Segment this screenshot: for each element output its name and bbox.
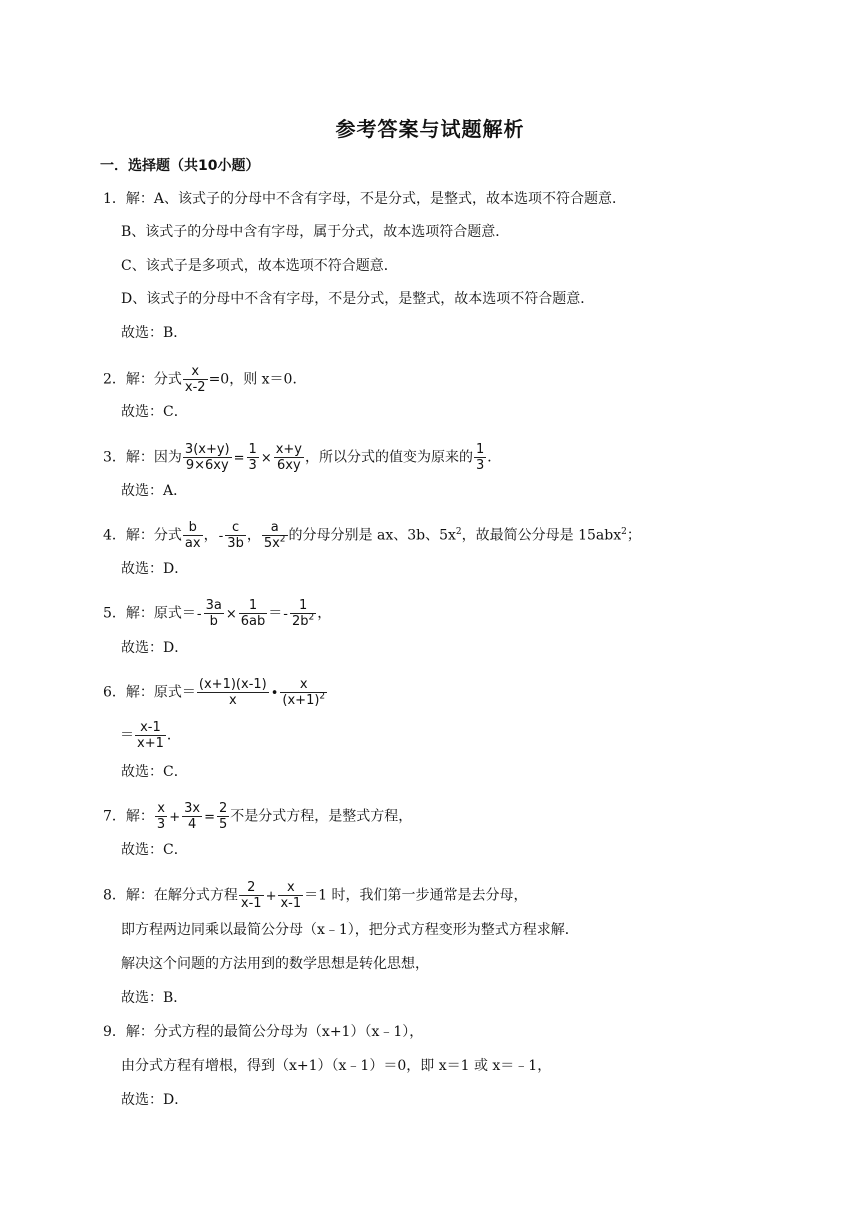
q4-post-exp: 2 (621, 526, 627, 537)
q3-f4-num: 1 (476, 442, 485, 457)
q2-frac-num: x (183, 364, 208, 380)
q1-number: 1． (103, 191, 126, 207)
q5-line-1 (103, 598, 331, 629)
q2-text-post: =0，则 x＝0． (208, 371, 307, 388)
q1-text-1: 解：A、该式子的分母中不含有字母，不是分式，是整式，故本选项不符合题意． (125, 191, 627, 207)
q9-answer: 故选：D． (121, 1092, 189, 1108)
q7-f1-den: 3 (156, 817, 166, 832)
q8-number: 8． (103, 887, 126, 904)
q6-fraction-2 (280, 677, 327, 708)
q3-f1-num: 3(x+y) (184, 442, 230, 457)
q6-line2-post: ． (166, 727, 181, 744)
q5-f2-num: 1 (239, 598, 268, 614)
q3-f3-den: 6xy (277, 458, 301, 473)
q6-text-pre: 解：原式＝ (125, 684, 196, 701)
q7-f2-num: 3x (184, 801, 201, 816)
q4-text-pre: 解：分式 (125, 527, 182, 544)
q9-text-1: 解：分式方程的最简公分母为（x+1）（x﹣1）， (125, 1024, 424, 1040)
q6-answer: 故选：C． (121, 764, 188, 780)
q5-minus-1: - (196, 606, 202, 622)
q4-line-1 (103, 520, 641, 551)
q4-fraction-1 (183, 520, 203, 551)
q4-f3-den-base: 5x (263, 536, 280, 551)
q5-fraction-1 (204, 598, 224, 629)
q5-answer: 故选：D． (121, 640, 189, 656)
q6-dot: • (270, 685, 279, 701)
q4-sep-2: ， (246, 527, 261, 544)
q7-plus: + (169, 809, 181, 825)
q3-fraction-4 (474, 442, 486, 473)
q1-line-1 (103, 189, 626, 209)
q3-times: × (260, 450, 272, 466)
q8-line-2: 即方程两边同乘以最简公分母（x﹣1），把分式方程变形为整式方程求解． (121, 922, 579, 938)
section-heading: 一．选择题（共10小题） (100, 158, 260, 174)
q8-f1-num: 2 (239, 880, 264, 896)
q8-f1-den: x-1 (240, 896, 262, 911)
q3-number: 3． (103, 449, 126, 466)
q3-f4-den: 3 (476, 458, 485, 473)
q1-line-4: D、该式子的分母中不含有字母，不是分式，是整式，故本选项不符合题意． (121, 291, 595, 307)
q4-f3-den-exp: 2 (279, 534, 286, 545)
q5-f1-den: b (209, 614, 218, 629)
q5-f1-num: 3a (205, 598, 222, 613)
q4-text-end: ； (626, 527, 641, 544)
q3-f1-den: 9×6xy (185, 458, 229, 473)
q3-text-post: ． (487, 449, 502, 466)
q5-text-pre: 解：原式＝ (125, 605, 196, 622)
q3-f2-den: 3 (248, 458, 257, 473)
q4-answer: 故选：D． (121, 561, 189, 577)
q3-fraction-1 (183, 442, 232, 473)
q7-f3-num: 2 (218, 801, 228, 816)
q4-text-mid: 的分母分别是 ax、3b、5x (288, 527, 456, 544)
q3-f3-num: x+y (275, 442, 302, 457)
q5-f3-den-base: 2b (291, 614, 309, 629)
q6-f2-den-exp: 2 (319, 691, 326, 702)
q6-f1-den: x (228, 693, 237, 708)
q7-number: 7． (103, 808, 126, 825)
q5-f3-num: 1 (290, 598, 316, 614)
q6-f2-den (280, 693, 327, 708)
q5-times: × (225, 606, 237, 622)
q3-fraction-2 (247, 442, 259, 473)
q7-f1-num: x (155, 801, 167, 817)
q8-line-1 (103, 880, 528, 911)
q5-number: 5． (103, 605, 126, 622)
page-title: 参考答案与试题解析 (335, 117, 525, 141)
q5-f2-den: 6ab (240, 614, 266, 629)
q4-fraction-3 (262, 520, 288, 551)
q2-number: 2． (103, 371, 126, 388)
q5-fraction-3 (290, 598, 316, 629)
q6-f3-den: x+1 (137, 736, 164, 751)
q4-sep-1: ， (203, 527, 218, 544)
q4-f3-num: a (262, 520, 288, 536)
q8-text-post: ＝1 时，我们第一步通常是去分母， (304, 887, 528, 904)
q3-equals: = (233, 450, 245, 466)
q5-f3-den-exp: 2 (308, 612, 315, 623)
q6-number: 6． (103, 684, 126, 701)
q5-fraction-2 (239, 598, 268, 629)
q7-equals: = (204, 809, 215, 825)
q3-text-pre: 解：因为 (125, 449, 182, 466)
q7-f2-den: 4 (187, 817, 197, 832)
q4-f3-den (262, 536, 288, 551)
q7-text-pre: 解： (125, 808, 154, 825)
q4-f1-den: ax (184, 536, 201, 551)
q8-plus: + (265, 888, 277, 904)
q4-text-post: ，故最简公分母是 15abx (461, 527, 622, 544)
q7-answer: 故选：C． (121, 842, 188, 858)
q6-f2-num: x (280, 677, 327, 693)
q9-line-2: 由分式方程有增根，得到（x+1）（x﹣1）＝0，即 x＝1 或 x＝﹣1， (121, 1058, 552, 1074)
q3-fraction-3 (274, 442, 304, 473)
q5-equals: ＝ (268, 605, 283, 622)
q2-answer: 故选：C． (121, 404, 188, 420)
q6-line2-pre: ＝ (120, 727, 134, 744)
q3-answer: 故选：A． (121, 483, 188, 499)
q3-text-mid: ，所以分式的值变为原来的 (305, 449, 473, 466)
q4-fraction-2 (225, 520, 246, 551)
q7-text-post: 不是分式方程，是整式方程， (230, 808, 413, 825)
q7-line-1 (103, 801, 412, 832)
q3-line-1 (103, 442, 501, 473)
q5-f3-den (290, 614, 316, 629)
q1-answer: 故选：B． (121, 325, 188, 341)
q6-f2-den-base: (x+1) (282, 693, 320, 708)
q6-fraction-3 (135, 720, 166, 751)
q6-line-2 (120, 720, 181, 751)
q6-f3-num: x-1 (135, 720, 166, 736)
q5-minus-2: - (283, 606, 288, 622)
q4-minus: - (218, 528, 224, 544)
q4-f2-den: 3b (227, 536, 244, 551)
q4-number: 4． (103, 527, 126, 544)
q8-f2-den: x-1 (280, 896, 302, 911)
q9-line-1 (103, 1022, 423, 1042)
q6-fraction-1 (197, 677, 269, 708)
q7-fraction-2 (182, 801, 202, 832)
q8-text-pre: 解：在解分式方程 (125, 887, 238, 904)
q7-fraction-1 (155, 801, 167, 832)
q2-frac-den: x-2 (184, 380, 206, 395)
q6-line-1 (103, 677, 328, 708)
q4-f1-num: b (183, 520, 203, 536)
q9-number: 9． (103, 1024, 126, 1040)
q7-f3-den: 5 (218, 817, 228, 832)
q8-answer: 故选：B． (121, 990, 188, 1006)
q1-line-2: B、该式子的分母中含有字母，属于分式，故本选项符合题意． (121, 224, 510, 240)
q2-line-1 (103, 364, 306, 395)
q4-mid-exp: 2 (455, 526, 462, 537)
q2-fraction (183, 364, 208, 395)
q4-f2-num: c (225, 520, 246, 536)
q1-line-3: C、该式子是多项式，故本选项不符合题意． (121, 258, 398, 274)
q8-fraction-1 (239, 880, 264, 911)
q7-fraction-3 (217, 801, 229, 832)
q5-text-post: ， (317, 605, 332, 622)
q8-line-3: 解决这个问题的方法用到的数学思想是转化思想， (121, 956, 429, 972)
q2-text-pre: 解：分式 (125, 371, 182, 388)
q8-fraction-2 (278, 880, 303, 911)
q3-f2-num: 1 (248, 442, 257, 457)
q8-f2-num: x (278, 880, 303, 896)
q6-f1-num: (x+1)(x-1) (198, 677, 267, 692)
